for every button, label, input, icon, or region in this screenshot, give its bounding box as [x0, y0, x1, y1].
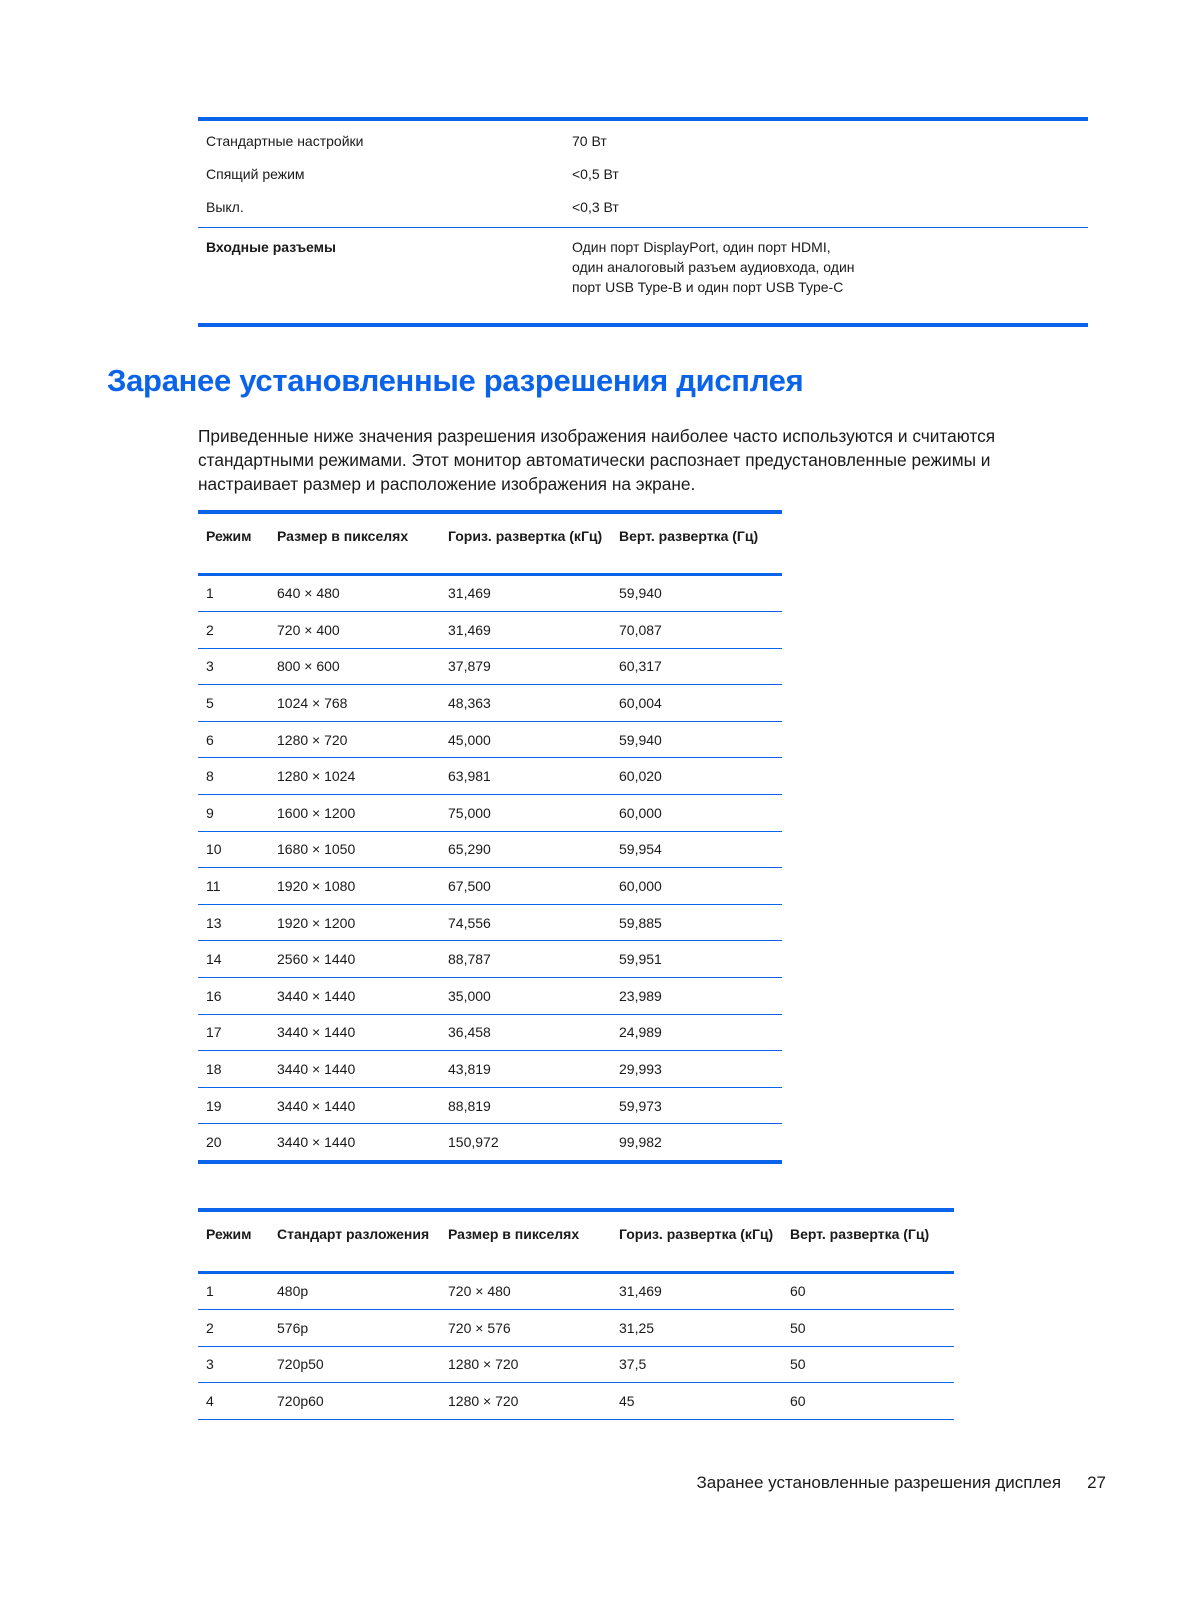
vertical-freq-cell: 60,020 [611, 758, 782, 795]
mode-cell: 20 [198, 1124, 269, 1162]
input-connectors-value: Один порт DisplayPort, один порт HDMI, один аналоговый разъем аудиовхода, один порт USB Type-B и один порт USB Type-C [572, 239, 855, 295]
pixel-size-cell: 720 × 400 [269, 612, 440, 649]
table-row [198, 978, 782, 1015]
horizontal-freq-cell: 37,879 [440, 648, 611, 685]
horizontal-freq-cell: 37,5 [611, 1346, 782, 1383]
horizontal-freq-cell: 67,500 [440, 868, 611, 905]
column-header-horizontal-freq: Гориз. развертка (кГц) [619, 1226, 774, 1242]
column-header-vertical-freq: Верт. развертка (Гц) [619, 528, 759, 544]
mode-cell: 13 [198, 904, 269, 941]
pixel-size-cell: 800 × 600 [269, 648, 440, 685]
table-row [198, 1087, 782, 1124]
mode-cell: 3 [198, 648, 269, 685]
spec-row-label: Стандартные настройки [206, 133, 364, 149]
column-header-mode: Режим [206, 528, 252, 544]
table-row [198, 904, 782, 941]
table-row [198, 648, 782, 685]
standard-cell: 720p50 [269, 1346, 440, 1383]
vertical-freq-cell: 60 [782, 1383, 954, 1420]
table-row [198, 574, 782, 612]
spec-row-value: <0,3 Вт [572, 199, 619, 215]
vertical-freq-cell: 70,087 [611, 612, 782, 649]
pixel-size-cell: 1280 × 720 [440, 1346, 611, 1383]
vertical-freq-cell: 59,951 [611, 941, 782, 978]
horizontal-freq-cell: 88,787 [440, 941, 611, 978]
pixel-size-cell: 720 × 576 [440, 1310, 611, 1347]
spec-row-label: Выкл. [206, 199, 244, 215]
column-header-standard: Стандарт разложения [277, 1226, 430, 1242]
vertical-freq-cell: 50 [782, 1310, 954, 1347]
spec-table-bottom-rule [198, 323, 1088, 327]
preset-modes-table [198, 510, 782, 1164]
vertical-freq-cell: 60 [782, 1272, 954, 1310]
horizontal-freq-cell: 74,556 [440, 904, 611, 941]
table-row [198, 1346, 954, 1383]
vertical-freq-cell: 59,954 [611, 831, 782, 868]
pixel-size-cell: 1600 × 1200 [269, 795, 440, 832]
table-row [198, 1310, 954, 1347]
table-row [198, 941, 782, 978]
spec-row [198, 164, 1088, 197]
pixel-size-cell: 720 × 480 [440, 1272, 611, 1310]
pixel-size-cell: 3440 × 1440 [269, 1124, 440, 1162]
mode-cell: 17 [198, 1014, 269, 1051]
pixel-size-cell: 1680 × 1050 [269, 831, 440, 868]
pixel-size-cell: 1920 × 1080 [269, 868, 440, 905]
spec-row-label: Спящий режим [206, 166, 305, 182]
standard-cell: 576p [269, 1310, 440, 1347]
standard-cell: 480p [269, 1272, 440, 1310]
mode-cell: 19 [198, 1087, 269, 1124]
horizontal-freq-cell: 88,819 [440, 1087, 611, 1124]
vertical-freq-cell: 59,885 [611, 904, 782, 941]
horizontal-freq-cell: 45,000 [440, 721, 611, 758]
table-row [198, 1014, 782, 1051]
horizontal-freq-cell: 48,363 [440, 685, 611, 722]
spec-row [198, 197, 1088, 227]
mode-cell: 14 [198, 941, 269, 978]
mode-cell: 1 [198, 574, 269, 612]
table-row [198, 831, 782, 868]
horizontal-freq-cell: 31,469 [440, 612, 611, 649]
horizontal-freq-cell: 150,972 [440, 1124, 611, 1162]
spec-row [198, 131, 1088, 164]
column-header-vertical-freq: Верт. развертка (Гц) [790, 1226, 930, 1242]
mode-cell: 10 [198, 831, 269, 868]
pixel-size-cell: 3440 × 1440 [269, 978, 440, 1015]
page-number: 27 [1087, 1473, 1106, 1492]
video-standards-table [198, 1208, 954, 1420]
spec-table-top-rule [198, 117, 1088, 121]
vertical-freq-cell: 24,989 [611, 1014, 782, 1051]
table-body [198, 1272, 954, 1419]
vertical-freq-cell: 60,317 [611, 648, 782, 685]
vertical-freq-cell: 29,993 [611, 1051, 782, 1088]
table-row [198, 795, 782, 832]
mode-cell: 16 [198, 978, 269, 1015]
standard-cell: 720p60 [269, 1383, 440, 1420]
horizontal-freq-cell: 65,290 [440, 831, 611, 868]
vertical-freq-cell: 50 [782, 1346, 954, 1383]
table-row [198, 1051, 782, 1088]
mode-cell: 9 [198, 795, 269, 832]
column-header-mode: Режим [206, 1226, 252, 1242]
horizontal-freq-cell: 35,000 [440, 978, 611, 1015]
mode-cell: 8 [198, 758, 269, 795]
intro-paragraph: Приведенные ниже значения разрешения изображения наиболее часто используются и считаются стандартными режимами. Этот монитор автоматически распознает предустановленные режимы и настраивает размер и расположение изображения на экране. [198, 426, 996, 494]
spec-row-value: 70 Вт [572, 133, 607, 149]
vertical-freq-cell: 60,004 [611, 685, 782, 722]
vertical-freq-cell: 60,000 [611, 868, 782, 905]
footer-title: Заранее установленные разрешения дисплея [696, 1473, 1062, 1492]
table-row [198, 1383, 954, 1420]
spec-row-value: <0,5 Вт [572, 166, 619, 182]
pixel-size-cell: 2560 × 1440 [269, 941, 440, 978]
table-row [198, 612, 782, 649]
horizontal-freq-cell: 31,469 [440, 574, 611, 612]
horizontal-freq-cell: 43,819 [440, 1051, 611, 1088]
spec-table [198, 117, 1088, 327]
column-header-horizontal-freq: Гориз. развертка (кГц) [448, 528, 603, 544]
vertical-freq-cell: 59,940 [611, 721, 782, 758]
mode-cell: 1 [198, 1272, 269, 1310]
pixel-size-cell: 1280 × 720 [269, 721, 440, 758]
spec-row-inputs [198, 237, 1088, 323]
mode-cell: 2 [198, 1310, 269, 1347]
mode-cell: 5 [198, 685, 269, 722]
horizontal-freq-cell: 63,981 [440, 758, 611, 795]
vertical-freq-cell: 59,940 [611, 574, 782, 612]
spec-table-divider [198, 227, 1088, 228]
table-row [198, 1124, 782, 1162]
column-header-pixel-size: Размер в пикселях [277, 528, 409, 544]
horizontal-freq-cell: 31,25 [611, 1310, 782, 1347]
horizontal-freq-cell: 31,469 [611, 1272, 782, 1310]
horizontal-freq-cell: 45 [611, 1383, 782, 1420]
pixel-size-cell: 1920 × 1200 [269, 904, 440, 941]
table-body [198, 574, 782, 1162]
table-row [198, 721, 782, 758]
table-header-row [198, 1210, 954, 1272]
mode-cell: 11 [198, 868, 269, 905]
mode-cell: 2 [198, 612, 269, 649]
mode-cell: 6 [198, 721, 269, 758]
table-row [198, 685, 782, 722]
pixel-size-cell: 3440 × 1440 [269, 1014, 440, 1051]
vertical-freq-cell: 59,973 [611, 1087, 782, 1124]
table-row [198, 1272, 954, 1310]
column-header-pixel-size: Размер в пикселях [448, 1226, 580, 1242]
pixel-size-cell: 3440 × 1440 [269, 1051, 440, 1088]
page-footer [697, 1473, 1107, 1493]
table-row [198, 758, 782, 795]
section-heading: Заранее установленные разрешения дисплея [107, 363, 804, 398]
pixel-size-cell: 1280 × 720 [440, 1383, 611, 1420]
pixel-size-cell: 1280 × 1024 [269, 758, 440, 795]
pixel-size-cell: 640 × 480 [269, 574, 440, 612]
horizontal-freq-cell: 36,458 [440, 1014, 611, 1051]
vertical-freq-cell: 23,989 [611, 978, 782, 1015]
vertical-freq-cell: 99,982 [611, 1124, 782, 1162]
table-header-row [198, 512, 782, 574]
input-connectors-label: Входные разъемы [206, 239, 336, 255]
vertical-freq-cell: 60,000 [611, 795, 782, 832]
mode-cell: 3 [198, 1346, 269, 1383]
table-row [198, 868, 782, 905]
pixel-size-cell: 1024 × 768 [269, 685, 440, 722]
horizontal-freq-cell: 75,000 [440, 795, 611, 832]
mode-cell: 18 [198, 1051, 269, 1088]
mode-cell: 4 [198, 1383, 269, 1420]
pixel-size-cell: 3440 × 1440 [269, 1087, 440, 1124]
